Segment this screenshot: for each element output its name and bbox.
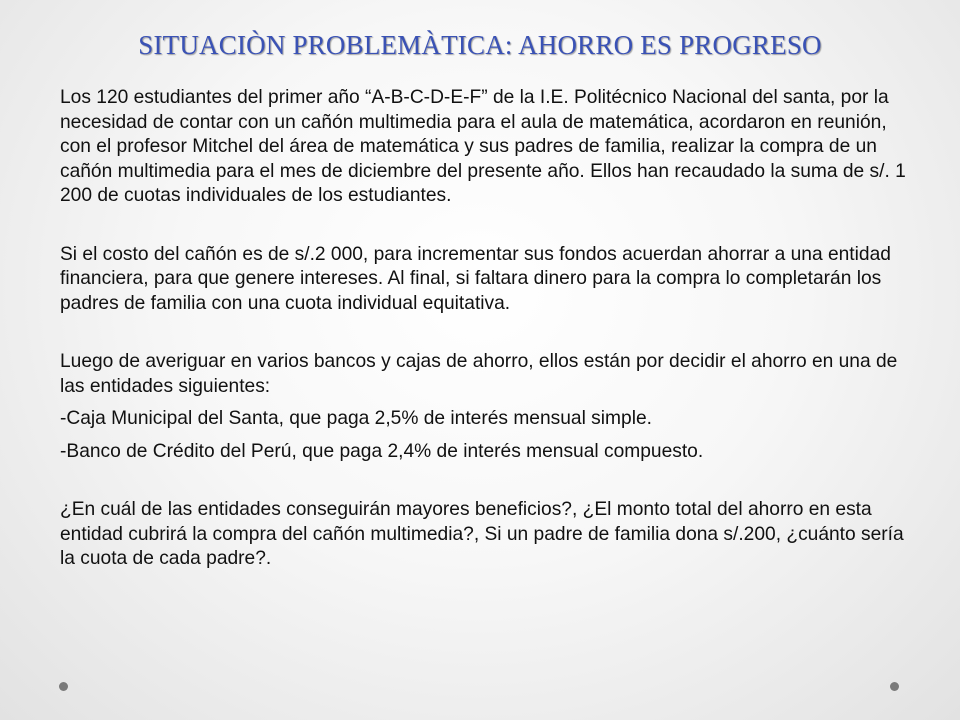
paragraph-questions: ¿En cuál de las entidades conseguirán mayores beneficios?, ¿El monto total del ahorro en esta entidad cubrirá la compra del cañón multimedia?, Si un padre de familia dona s/.200, ¿cuánto sería la cuota de cada padre?. (60, 499, 904, 569)
slide-title: SITUACIÒN PROBLEMÀTICA: AHORRO ES PROGRESO (138, 30, 822, 60)
option-caja-municipal: -Caja Municipal del Santa, que paga 2,5% de interés mensual simple. (60, 408, 652, 429)
paragraph-context: Los 120 estudiantes del primer año “A-B-C-D-E-F” de la I.E. Politécnico Nacional del santa, por la necesidad de contar con un cañón multimedia para el aula de matemática, acordaron en reunión, con el profesor Mitchel del área de matemática y sus padres de familia, realizar la compra de un cañón multimedia para el mes de diciembre del presente año. Ellos han recaudado la suma de s/. 1 200 de cuotas individuales de los estudiantes. (60, 87, 906, 206)
slide-body (60, 86, 910, 606)
decorative-dot-right (890, 682, 899, 691)
option-banco-credito: -Banco de Crédito del Perú, que paga 2,4% de interés mensual compuesto. (60, 440, 704, 462)
paragraph-banks-intro: Luego de averiguar en varios bancos y cajas de ahorro, ellos están por decidir el ahorro en una de las entidades siguientes: (60, 351, 898, 397)
paragraph-cost: Si el costo del cañón es de s/.2 000, para incrementar sus fondos acuerdan ahorrar a una entidad financiera, para que genere intereses. Al final, si faltara dinero para la compra lo completarán los padres de familia con una cuota individual equitativa. (60, 243, 891, 314)
decorative-dot-left (59, 682, 68, 691)
